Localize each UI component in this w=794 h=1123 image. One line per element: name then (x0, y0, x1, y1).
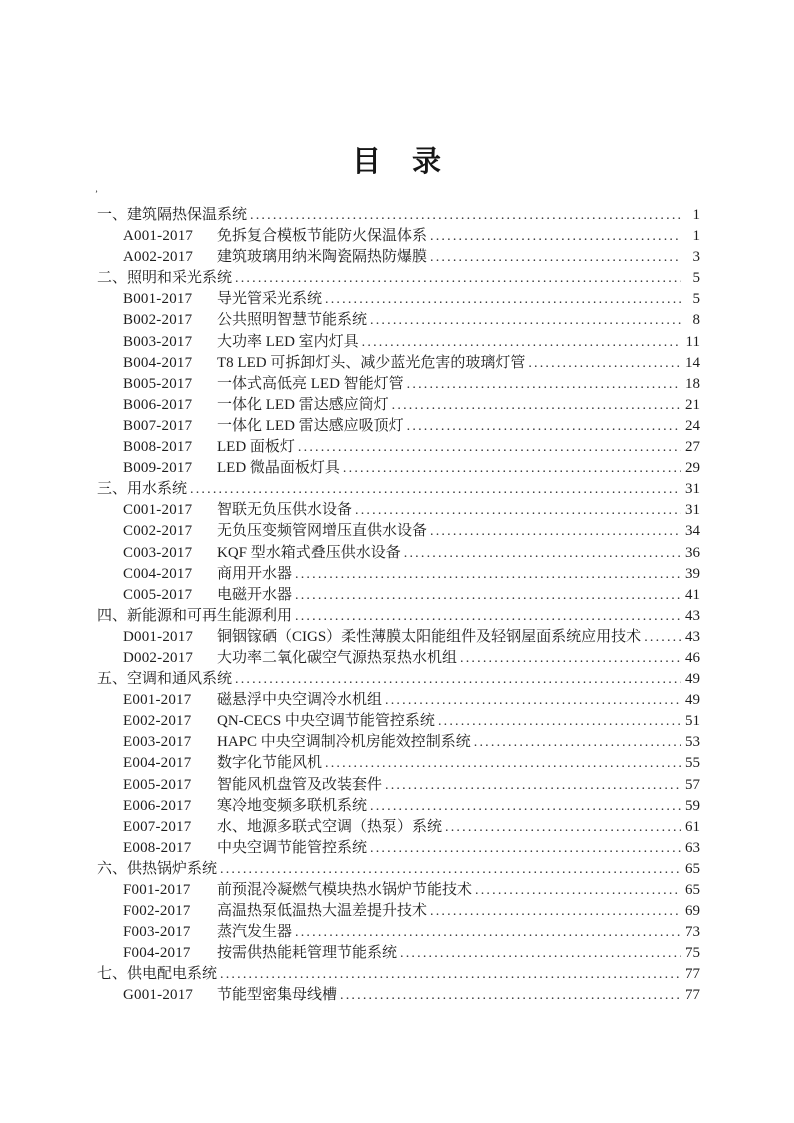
toc-item-code: E003-2017 (123, 734, 192, 751)
toc-page-number: 39 (685, 565, 700, 582)
toc-item-row (97, 583, 700, 604)
toc-item-row (97, 836, 700, 857)
toc-item-row (97, 794, 700, 815)
toc-page-number: 5 (692, 291, 700, 308)
dot-leader (400, 945, 681, 962)
toc-entry-label: LED 面板灯 (217, 439, 295, 456)
toc-entry-label: 免拆复合模板节能防火保温体系 (217, 228, 428, 245)
toc-page-number: 31 (685, 502, 700, 519)
dot-leader (295, 587, 681, 604)
dot-leader (385, 692, 681, 709)
toc-entry-label: 数字化节能风机 (217, 755, 323, 772)
toc-page-number: 31 (685, 481, 700, 498)
toc-item-code: C002-2017 (123, 523, 193, 540)
toc-item-code: B006-2017 (123, 396, 193, 413)
toc-list (97, 203, 700, 1005)
toc-page-number: 8 (692, 312, 700, 329)
toc-entry-label: T8 LED 可拆卸灯头、减少蓝光危害的玻璃灯管 (217, 354, 526, 371)
toc-item-row (97, 815, 700, 836)
toc-page-number: 34 (685, 523, 700, 540)
toc-page-number: 51 (685, 713, 700, 730)
toc-item-code: F002-2017 (123, 903, 191, 920)
dot-leader (220, 966, 681, 983)
dot-leader (190, 481, 681, 498)
toc-item-row (97, 224, 700, 245)
toc-entry-label: 二、照明和采光系统 (97, 270, 233, 287)
dot-leader (343, 460, 681, 477)
toc-entry-label: 磁悬浮中央空调冷水机组 (217, 692, 383, 709)
toc-item-row (97, 414, 700, 435)
dot-leader (407, 418, 681, 435)
toc-entry-label: 四、新能源和可再生能源利用 (97, 607, 293, 624)
dot-leader (460, 650, 681, 667)
toc-item-code: D002-2017 (123, 649, 194, 666)
toc-item-row (97, 435, 700, 456)
toc-page-number: 1 (692, 207, 700, 223)
toc-item-row (97, 878, 700, 899)
toc-entry-label: 七、供电配电系统 (97, 966, 218, 983)
toc-entry-label: 六、供热锅炉系统 (97, 860, 218, 877)
toc-item-code: E004-2017 (123, 755, 192, 772)
toc-entry-label: 建筑玻璃用纳米陶瓷隔热防爆膜 (217, 249, 428, 266)
toc-item-row (97, 498, 700, 519)
toc-item-row (97, 709, 700, 730)
toc-item-row (97, 351, 700, 372)
toc-page-number: 29 (685, 460, 700, 477)
toc-page-number: 43 (685, 628, 700, 645)
dot-leader (445, 819, 681, 836)
toc-item-row (97, 625, 700, 646)
toc-item-row (97, 688, 700, 709)
toc-item-code: C004-2017 (123, 565, 193, 582)
dot-leader (475, 882, 681, 899)
toc-entry-label: 铜铟镓硒（CIGS）柔性薄膜太阳能组件及轻钢屋面系统应用技术 (217, 628, 642, 645)
toc-item-code: B008-2017 (123, 439, 193, 456)
dot-leader (385, 777, 681, 794)
dot-leader (404, 545, 681, 562)
toc-entry-label: QN-CECS 中央空调节能管控系统 (217, 713, 435, 730)
toc-entry-label: LED 微晶面板灯具 (217, 460, 340, 477)
toc-item-code: A002-2017 (123, 249, 194, 266)
toc-page-number: 77 (685, 966, 700, 983)
toc-item-row (97, 899, 700, 920)
toc-page-number: 61 (685, 818, 700, 835)
toc-page-number: 27 (685, 439, 700, 456)
toc-page-number: 3 (692, 249, 700, 266)
toc-entry-label: 大功率 LED 室内灯具 (217, 333, 359, 350)
dot-leader (325, 755, 681, 772)
toc-page-number: 73 (685, 924, 700, 941)
toc-entry-label: 前预混冷凝燃气模块热水锅炉节能技术 (217, 882, 473, 898)
dot-leader (340, 987, 681, 1004)
toc-entry-label: 无负压变频管网增压直供水设备 (217, 523, 428, 540)
toc-entry-label: 一、建筑隔热保温系统 (97, 207, 248, 223)
toc-item-row (97, 541, 700, 562)
toc-entry-label: 智能风机盘管及改装套件 (217, 776, 383, 793)
toc-item-row (97, 773, 700, 794)
toc-item-row (97, 456, 700, 477)
dot-leader (430, 903, 681, 920)
toc-item-code: C003-2017 (123, 544, 193, 561)
dot-leader (438, 713, 681, 730)
toc-item-code: B005-2017 (123, 375, 193, 392)
toc-page-number: 14 (685, 354, 700, 371)
toc-item-code: B004-2017 (123, 354, 193, 371)
dot-leader (295, 924, 681, 941)
stray-mark: ’ (95, 189, 98, 199)
toc-page-number: 53 (685, 734, 700, 751)
toc-entry-label: 导光管采光系统 (217, 291, 323, 308)
toc-page-number: 41 (685, 586, 700, 603)
toc-item-code: C001-2017 (123, 502, 193, 519)
dot-leader (430, 523, 681, 540)
toc-entry-label: 商用开水器 (217, 565, 293, 582)
toc-item-code: F004-2017 (123, 945, 191, 962)
dot-leader (298, 439, 681, 456)
toc-item-row (97, 308, 700, 329)
toc-entry-label: 一体化 LED 雷达感应筒灯 (217, 396, 389, 413)
toc-section-row (97, 667, 700, 688)
toc-entry-label: 大功率二氧化碳空气源热泵热水机组 (217, 649, 458, 666)
dot-leader (325, 291, 681, 308)
toc-item-code: G001-2017 (123, 987, 194, 1004)
dot-leader (362, 334, 681, 351)
toc-item-code: B007-2017 (123, 417, 193, 434)
toc-section-row (97, 203, 700, 224)
toc-item-code: B003-2017 (123, 333, 193, 350)
toc-section-row (97, 604, 700, 625)
toc-item-code: B002-2017 (123, 312, 193, 329)
dot-leader (430, 249, 681, 266)
toc-entry-label: 节能型密集母线槽 (217, 987, 338, 1004)
toc-item-row (97, 920, 700, 941)
toc-entry-label: HAPC 中央空调制冷机房能效控制系统 (217, 734, 471, 751)
toc-item-row (97, 751, 700, 772)
toc-page-number: 55 (685, 755, 700, 772)
toc-entry-label: 蒸汽发生器 (217, 924, 293, 941)
dot-leader (528, 355, 681, 372)
dot-leader (235, 671, 681, 688)
page-title: 目 录 (351, 146, 442, 178)
dot-leader (430, 228, 681, 245)
toc-item-code: E005-2017 (123, 776, 192, 793)
dot-leader (407, 376, 681, 393)
toc-page-number: 1 (692, 228, 700, 245)
toc-item-row (97, 983, 700, 1004)
toc-page-number: 5 (692, 270, 700, 287)
toc-page-number: 77 (685, 987, 700, 1004)
toc-item-code: E008-2017 (123, 839, 192, 856)
toc-page-number: 57 (685, 776, 700, 793)
toc-entry-label: 中央空调节能管控系统 (217, 839, 368, 856)
toc-item-row (97, 941, 700, 962)
toc-item-row (97, 393, 700, 414)
toc-page-number: 43 (685, 607, 700, 624)
toc-item-row (97, 372, 700, 393)
toc-entry-label: 三、用水系统 (97, 481, 188, 498)
dot-leader (295, 566, 681, 583)
toc-entry-label: 五、空调和通风系统 (97, 671, 233, 688)
toc-item-code: F003-2017 (123, 924, 191, 941)
toc-item-code: F001-2017 (123, 882, 191, 898)
toc-item-code: B009-2017 (123, 460, 193, 477)
dot-leader (250, 207, 681, 224)
toc-section-row (97, 266, 700, 287)
toc-item-code: E007-2017 (123, 818, 192, 835)
toc-item-row (97, 519, 700, 540)
dot-leader (370, 840, 681, 857)
toc-page-number: 46 (685, 649, 700, 666)
toc-entry-label: 水、地源多联式空调（热泵）系统 (217, 818, 443, 835)
toc-entry-label: 公共照明智慧节能系统 (217, 312, 368, 329)
toc-item-code: A001-2017 (123, 228, 194, 245)
toc-item-code: E001-2017 (123, 692, 192, 709)
toc-section-row (97, 962, 700, 983)
toc-page-number: 18 (685, 375, 700, 392)
toc-entry-label: 一体化 LED 雷达感应吸顶灯 (217, 417, 404, 434)
dot-leader (370, 798, 681, 815)
toc-page-number: 49 (685, 671, 700, 688)
toc-page-number: 59 (685, 797, 700, 814)
toc-item-code: B001-2017 (123, 291, 193, 308)
toc-section-row (97, 857, 700, 878)
dot-leader (355, 502, 681, 519)
dot-leader (235, 270, 681, 287)
toc-page-number: 11 (685, 333, 700, 350)
toc-page-number: 65 (685, 882, 700, 898)
toc-page-number: 49 (685, 692, 700, 709)
toc-page-number: 75 (685, 945, 700, 962)
toc-item-row (97, 730, 700, 751)
dot-leader (474, 734, 681, 751)
toc-section-row (97, 477, 700, 498)
toc-item-code: E006-2017 (123, 797, 192, 814)
toc-item-code: E002-2017 (123, 713, 192, 730)
toc-entry-label: 智联无负压供水设备 (217, 502, 353, 519)
toc-page-number: 36 (685, 544, 700, 561)
toc-page-number: 65 (685, 860, 700, 877)
dot-leader (370, 312, 681, 329)
toc-item-row (97, 287, 700, 308)
toc-item-code: C005-2017 (123, 586, 193, 603)
toc-page-number: 69 (685, 903, 700, 920)
toc-entry-label: 寒冷地变频多联机系统 (217, 797, 368, 814)
toc-entry-label: KQF 型水箱式叠压供水设备 (217, 544, 401, 561)
dot-leader (392, 397, 681, 414)
toc-item-row (97, 330, 700, 351)
dot-leader (295, 608, 681, 625)
toc-page-number: 63 (685, 839, 700, 856)
toc-entry-label: 高温热泵低温热大温差提升技术 (217, 903, 428, 920)
toc-item-row (97, 562, 700, 583)
toc-page-number: 24 (685, 417, 700, 434)
dot-leader (220, 861, 681, 878)
toc-item-row (97, 646, 700, 667)
dot-leader (644, 629, 681, 646)
toc-page-number: 21 (685, 396, 700, 413)
toc-entry-label: 一体式高低亮 LED 智能灯管 (217, 375, 404, 392)
toc-entry-label: 电磁开水器 (217, 586, 293, 603)
toc-item-row (97, 245, 700, 266)
toc-item-code: D001-2017 (123, 628, 194, 645)
toc-entry-label: 按需供热能耗管理节能系统 (217, 945, 398, 962)
